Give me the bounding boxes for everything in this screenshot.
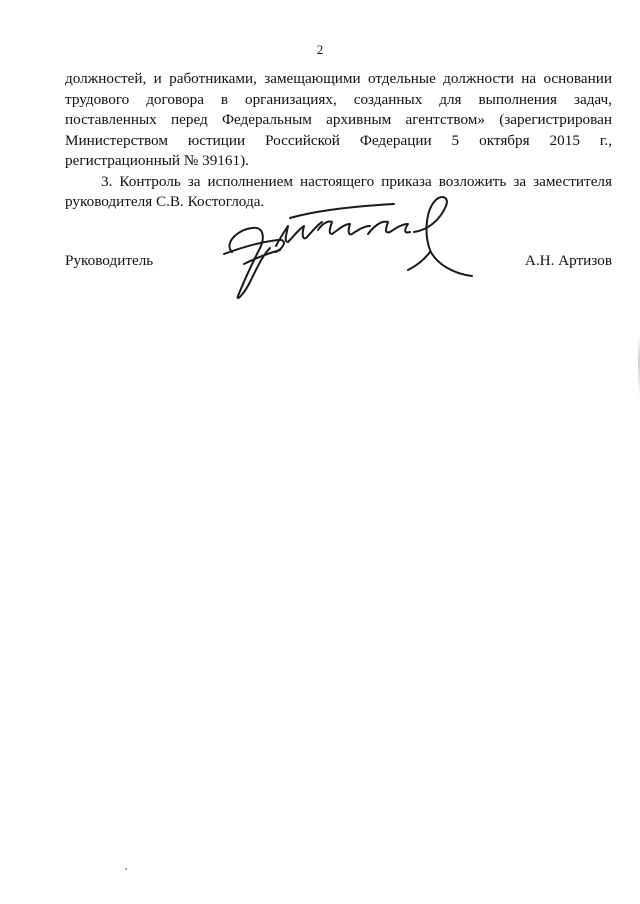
scan-speck xyxy=(125,868,127,870)
handwritten-signature xyxy=(218,190,480,312)
signatory-position: Руководитель xyxy=(65,252,154,269)
signatory-name: А.Н. Артизов xyxy=(524,252,612,269)
paragraph-item-3: 3. Контроль за исполнением настоящего приказа возложить за заместителя руководителя С.В. Костоглода. xyxy=(65,172,612,210)
page-number: 2 xyxy=(316,42,324,57)
paragraph-continuation: должностей, и работниками, замещающими отдельные должности на основании трудового договора в организациях, созданных для выполнения задач, поставленных перед Федеральным архивным агентством» (зарегистрирован Министерством юстиции Российской Федерации 5 октября 2015 г., регистрационный № 39161). xyxy=(65,70,612,169)
